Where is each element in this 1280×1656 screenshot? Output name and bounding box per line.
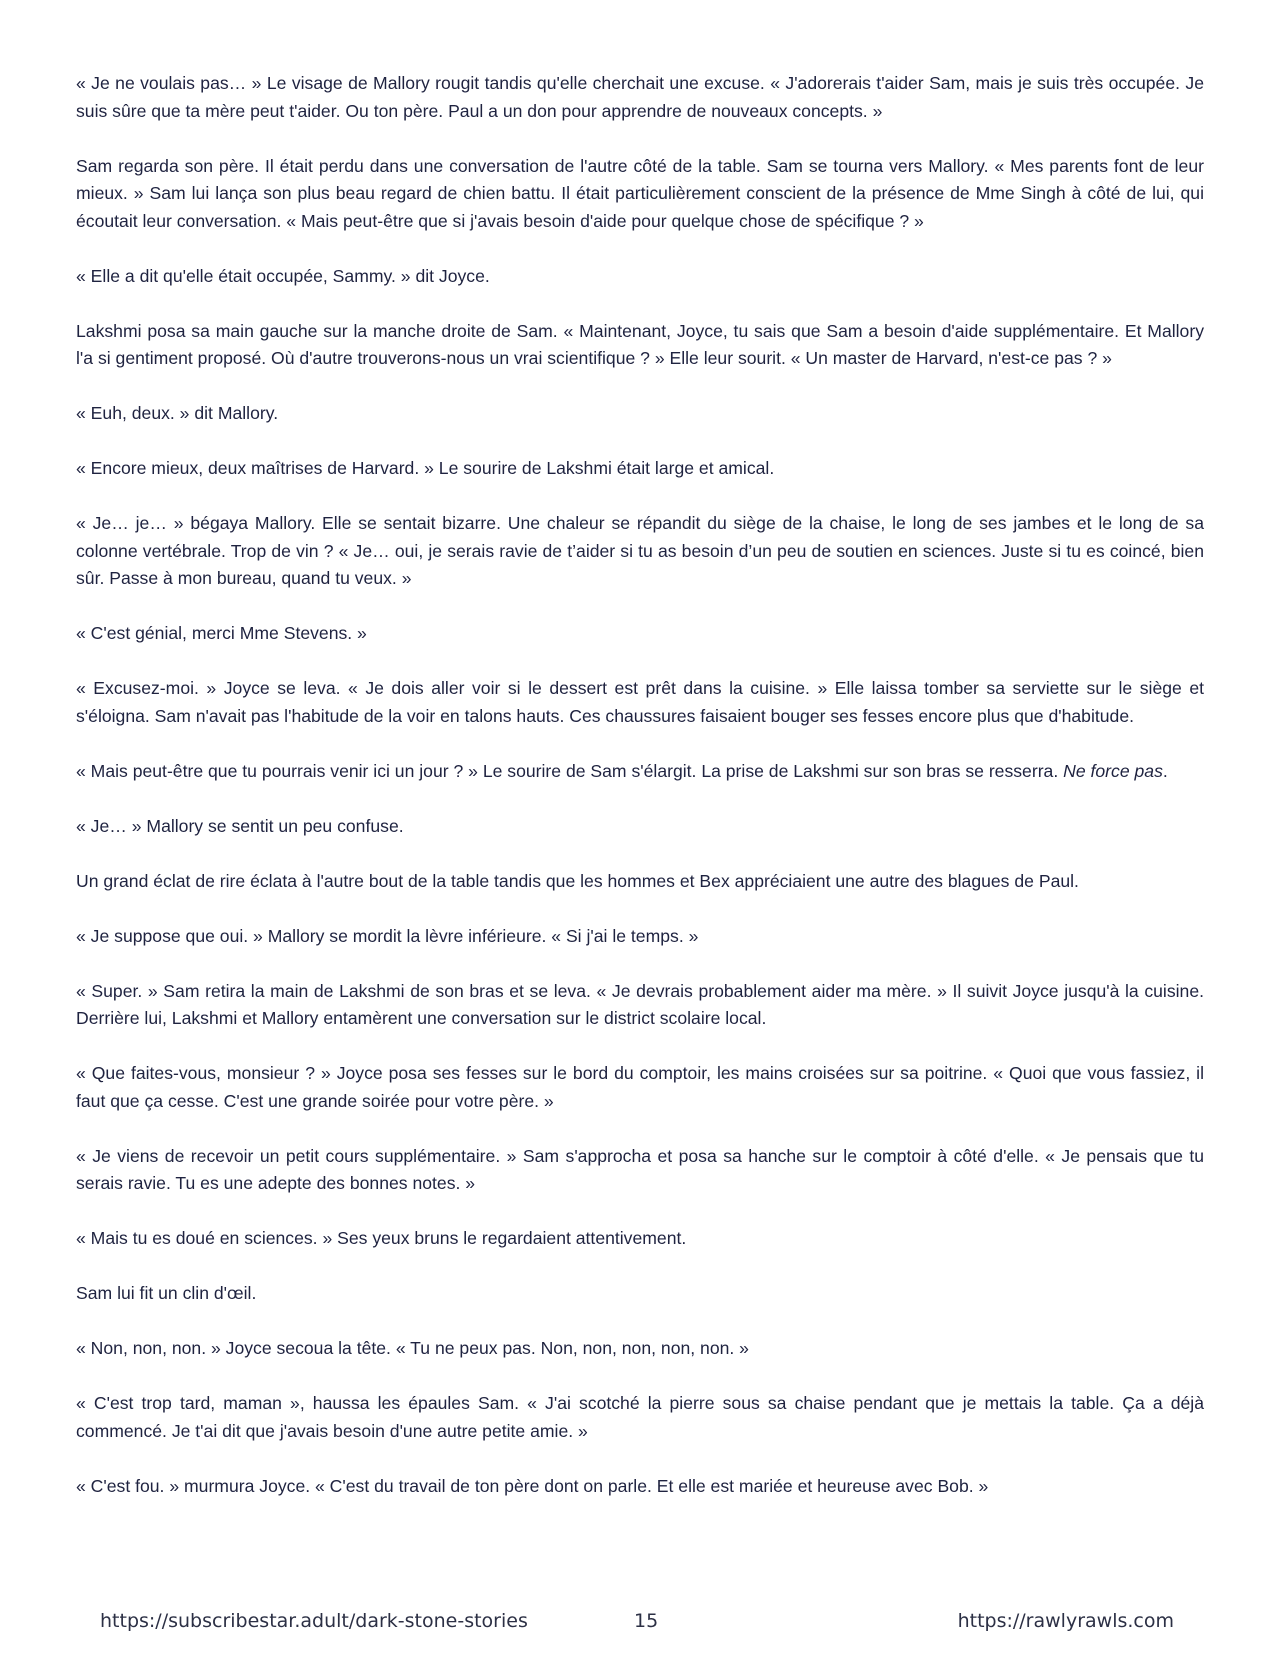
page-number: 15 — [634, 1610, 659, 1632]
paragraph-16: « Je viens de recevoir un petit cours supplémentaire. » Sam s'approcha et posa sa hanche sur le comptoir à côté d'elle. « Je pensais que tu serais ravie. Tu es une adepte des bonnes notes. » — [76, 1145, 1204, 1193]
paragraph-1: « Je ne voulais pas… » Le visage de Mallory rougit tandis qu'elle cherchait une excuse. « J'adorerais t'aider Sam, mais je suis très occupée. Je suis sûre que ta mère peut t'aider. Ou ton père. Paul a un don pour apprendre de nouveaux concepts. » — [76, 73, 1204, 121]
footer-link-subscribestar[interactable]: https://subscribestar.adult/dark-stone-stories — [100, 1610, 528, 1632]
page-footer — [0, 1610, 1280, 1638]
paragraph-21: « C'est fou. » murmura Joyce. « C'est du travail de ton père dont on parle. Et elle est mariée et heureuse avec Bob. » — [76, 1475, 989, 1496]
paragraph-20: « C'est trop tard, maman », haussa les épaules Sam. « J'ai scotché la pierre sous sa chaise pendant que je mettais la table. Ça a déjà commencé. Je t'ai dit que j'avais besoin d'une autre petite amie. » — [76, 1393, 1204, 1441]
paragraph-10 — [76, 758, 1204, 786]
paragraph-10-italic: Ne force pas — [1063, 760, 1163, 781]
paragraph-17: « Mais tu es doué en sciences. » Ses yeux bruns le regardaient attentivement. — [76, 1228, 687, 1248]
body-text — [76, 70, 1204, 1528]
paragraph-6: « Encore mieux, deux maîtrises de Harvard. » Le sourire de Lakshmi était large et amical. — [76, 458, 775, 478]
paragraph-13: « Je suppose que oui. » Mallory se mordit la lèvre inférieure. « Si j'ai le temps. » — [76, 925, 699, 946]
paragraph-2: Sam regarda son père. Il était perdu dans une conversation de l'autre côté de la table. Sam se tourna vers Mallory. « Mes parents font de leur mieux. » Sam lui lança son plus beau regard de chien battu. Il était particulièrement conscient de la présence de Mme Singh à côté de lui, qui écoutait leur conversation. « Mais peut-être que si j'avais besoin d'aide pour quelque chose de spécifique ? » — [76, 155, 1204, 231]
paragraph-15: « Que faites-vous, monsieur ? » Joyce posa ses fesses sur le bord du comptoir, les mains croisées sur sa poitrine. « Quoi que vous fassiez, il faut que ça cesse. C'est une grande soirée pour votre père. » — [76, 1063, 1204, 1111]
paragraph-11: « Je… » Mallory se sentit un peu confuse. — [76, 815, 404, 836]
paragraph-14: « Super. » Sam retira la main de Lakshmi de son bras et se leva. « Je devrais probablement aider ma mère. » Il suivit Joyce jusqu'à la cuisine. Derrière lui, Lakshmi et Mallory entamèrent une conversation sur le district scolaire local. — [76, 980, 1204, 1028]
paragraph-10-end: . — [1162, 760, 1168, 781]
footer-link-rawlyrawls[interactable]: https://rawlyrawls.com — [957, 1610, 1174, 1632]
paragraph-7: « Je… je… » bégaya Mallory. Elle se sentait bizarre. Une chaleur se répandit du siège de la chaise, le long de ses jambes et le long de sa colonne vertébrale. Trop de vin ? « Je… oui, je serais ravie de t’aider si tu as besoin d’un peu de soutien en sciences. Juste si tu es coincé, bien sûr. Passe à mon bureau, quand tu veux. » — [76, 513, 1204, 588]
paragraph-9: « Excusez-moi. » Joyce se leva. « Je dois aller voir si le dessert est prêt dans la cuisine. » Elle laissa tomber sa serviette sur le siège et s'éloigna. Sam n'avait pas l'habitude de la voir en talons hauts. Ces chaussures faisaient bouger ses fesses encore plus que d'habitude. — [76, 678, 1204, 726]
paragraph-19: « Non, non, non. » Joyce secoua la tête. « Tu ne peux pas. Non, non, non, non, non. » — [76, 1338, 749, 1358]
paragraph-8: « C'est génial, merci Mme Stevens. » — [76, 623, 367, 643]
paragraph-3: « Elle a dit qu'elle était occupée, Sammy. » dit Joyce. — [76, 265, 490, 286]
paragraph-18: Sam lui fit un clin d'œil. — [76, 1283, 257, 1303]
paragraph-12: Un grand éclat de rire éclata à l'autre bout de la table tandis que les hommes et Bex appréciaient une autre des blagues de Paul. — [76, 870, 1079, 891]
paragraph-4: Lakshmi posa sa main gauche sur la manche droite de Sam. « Maintenant, Joyce, tu sais que Sam a besoin d'aide supplémentaire. Et Mallory l'a si gentiment proposé. Où d'autre trouverons-nous un vrai scientifique ? » Elle leur sourit. « Un master de Harvard, n'est-ce pas ? » — [76, 320, 1204, 368]
paragraph-10-text: « Mais peut-être que tu pourrais venir ici un jour ? » Le sourire de Sam s'élargit. La prise de Lakshmi sur son bras se resserra. — [76, 760, 1064, 781]
paragraph-5: « Euh, deux. » dit Mallory. — [76, 403, 279, 423]
